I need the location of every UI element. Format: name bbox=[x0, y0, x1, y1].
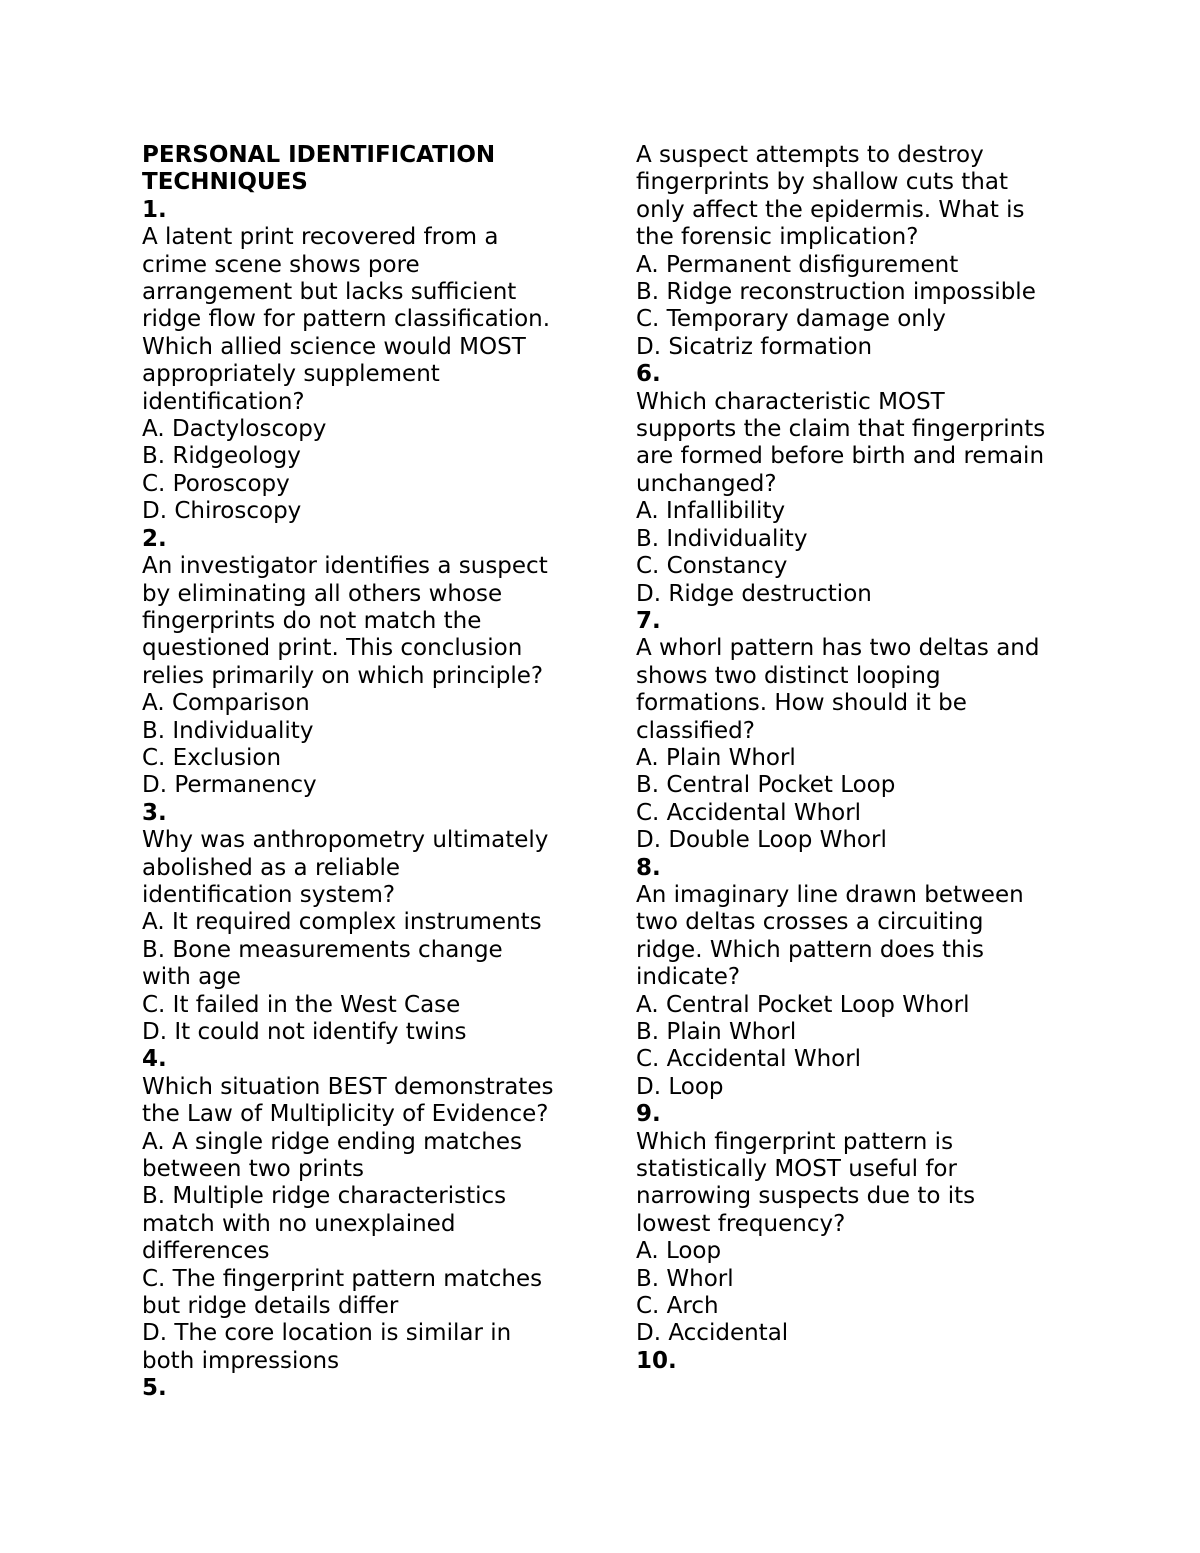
answer-option: D. Permanency bbox=[142, 772, 317, 799]
text-line: A suspect attempts to destroy bbox=[636, 142, 984, 168]
answer-option: A. Dactyloscopy bbox=[142, 416, 327, 443]
text-line: statistically MOST useful for bbox=[636, 1156, 957, 1183]
answer-option: D. The core location is similar in bbox=[142, 1320, 512, 1347]
text-line: the forensic implication? bbox=[636, 224, 919, 251]
answer-option: C. Exclusion bbox=[142, 744, 282, 771]
answer-option: A. Permanent disfigurement bbox=[636, 251, 959, 278]
answer-option: D. Ridge destruction bbox=[636, 580, 872, 607]
text-line: between two prints bbox=[142, 1156, 365, 1183]
text-line: Which fingerprint pattern is bbox=[636, 1128, 954, 1155]
answer-option: C. It failed in the West Case bbox=[142, 991, 461, 1018]
answer-option: D. Chiroscopy bbox=[142, 498, 302, 525]
answer-option: C. The fingerprint pattern matches bbox=[142, 1265, 543, 1292]
answer-option: B. Whorl bbox=[636, 1265, 734, 1292]
question-number: 3. bbox=[142, 799, 167, 826]
text-line: supports the claim that fingerprints bbox=[636, 416, 1046, 443]
answer-option: B. Plain Whorl bbox=[636, 1019, 797, 1045]
answer-option: B. Bone measurements change bbox=[142, 936, 503, 963]
text-line: A latent print recovered from a bbox=[142, 224, 499, 251]
question-number: 8. bbox=[636, 854, 661, 881]
answer-option: C. Poroscopy bbox=[142, 470, 290, 497]
text-line: indicate? bbox=[636, 964, 741, 991]
text-line: crime scene shows pore bbox=[142, 251, 420, 278]
text-line: abolished as a reliable bbox=[142, 854, 401, 881]
text-line: relies primarily on which principle? bbox=[142, 662, 544, 689]
text-line: Which allied science would MOST bbox=[142, 333, 526, 360]
text-line: fingerprints by shallow cuts that bbox=[636, 169, 1008, 196]
text-line: with age bbox=[142, 964, 241, 991]
answer-option: A. Loop bbox=[636, 1238, 722, 1265]
answer-option: A. A single ridge ending matches bbox=[142, 1128, 522, 1155]
text-line: questioned print. This conclusion bbox=[142, 635, 523, 662]
answer-option: D. It could not identify twins bbox=[142, 1019, 467, 1045]
text-line: Which characteristic MOST bbox=[636, 388, 945, 415]
answer-option: C. Accidental Whorl bbox=[636, 799, 862, 826]
text-line: classified? bbox=[636, 717, 755, 744]
answer-option: A. Plain Whorl bbox=[636, 744, 796, 771]
text-line: two deltas crosses a circuiting bbox=[636, 909, 984, 936]
answer-option: B. Individuality bbox=[636, 525, 808, 552]
text-line: appropriately supplement bbox=[142, 361, 440, 388]
answer-option: A. It required complex instruments bbox=[142, 909, 542, 936]
text-line: only affect the epidermis. What is bbox=[636, 196, 1025, 223]
text-line: ridge. Which pattern does this bbox=[636, 936, 984, 963]
answer-option: C. Arch bbox=[636, 1293, 719, 1320]
answer-option: B. Ridgeology bbox=[142, 443, 301, 470]
text-line: identification system? bbox=[142, 881, 396, 908]
text-line: identification? bbox=[142, 388, 305, 415]
answer-option: D. Loop bbox=[636, 1073, 724, 1100]
question-number: 5. bbox=[142, 1375, 167, 1402]
question-number: 7. bbox=[636, 607, 661, 634]
right-column bbox=[636, 142, 1076, 1375]
answer-option: D. Accidental bbox=[636, 1320, 789, 1347]
answer-option: A. Central Pocket Loop Whorl bbox=[636, 991, 970, 1018]
answer-option: B. Ridge reconstruction impossible bbox=[636, 279, 1036, 306]
answer-option: C. Constancy bbox=[636, 553, 788, 580]
text-line: by eliminating all others whose bbox=[142, 580, 503, 607]
text-line: shows two distinct looping bbox=[636, 662, 941, 689]
text-line: ridge flow for pattern classification. bbox=[142, 306, 551, 333]
answer-option: A. Infallibility bbox=[636, 498, 786, 525]
text-line: the Law of Multiplicity of Evidence? bbox=[142, 1101, 549, 1128]
text-line: but ridge details differ bbox=[142, 1293, 399, 1320]
question-number: 2. bbox=[142, 525, 167, 552]
text-line: unchanged? bbox=[636, 470, 777, 497]
text-line: lowest frequency? bbox=[636, 1210, 846, 1237]
text-line: are formed before birth and remain bbox=[636, 443, 1045, 470]
answer-option: B. Central Pocket Loop bbox=[636, 772, 896, 799]
text-line: A whorl pattern has two deltas and bbox=[636, 635, 1040, 662]
question-number: 4. bbox=[142, 1046, 167, 1073]
answer-option: D. Double Loop Whorl bbox=[636, 827, 887, 854]
question-number: 1. bbox=[142, 196, 167, 223]
text-line: narrowing suspects due to its bbox=[636, 1183, 976, 1210]
answer-option: C. Temporary damage only bbox=[636, 306, 946, 333]
text-line: fingerprints do not match the bbox=[142, 607, 482, 634]
answer-option: A. Comparison bbox=[142, 690, 310, 717]
answer-option: D. Sicatriz formation bbox=[636, 333, 873, 360]
text-line: An imaginary line drawn between bbox=[636, 881, 1024, 908]
left-column bbox=[142, 142, 582, 1403]
document-title: TECHNIQUES bbox=[142, 169, 308, 196]
answer-option: B. Individuality bbox=[142, 717, 314, 744]
question-number: 9. bbox=[636, 1101, 661, 1128]
text-line: differences bbox=[142, 1238, 270, 1265]
document-title: PERSONAL IDENTIFICATION bbox=[142, 142, 496, 168]
text-line: An investigator identifies a suspect bbox=[142, 553, 548, 580]
text-line: match with no unexplained bbox=[142, 1210, 456, 1237]
text-line: formations. How should it be bbox=[636, 690, 967, 717]
text-line: arrangement but lacks sufficient bbox=[142, 279, 517, 306]
text-line: both impressions bbox=[142, 1347, 340, 1374]
answer-option: B. Multiple ridge characteristics bbox=[142, 1183, 507, 1210]
question-number: 10. bbox=[636, 1347, 677, 1374]
text-line: Why was anthropometry ultimately bbox=[142, 827, 549, 854]
question-number: 6. bbox=[636, 361, 661, 388]
text-line: Which situation BEST demonstrates bbox=[142, 1073, 554, 1100]
answer-option: C. Accidental Whorl bbox=[636, 1046, 862, 1073]
